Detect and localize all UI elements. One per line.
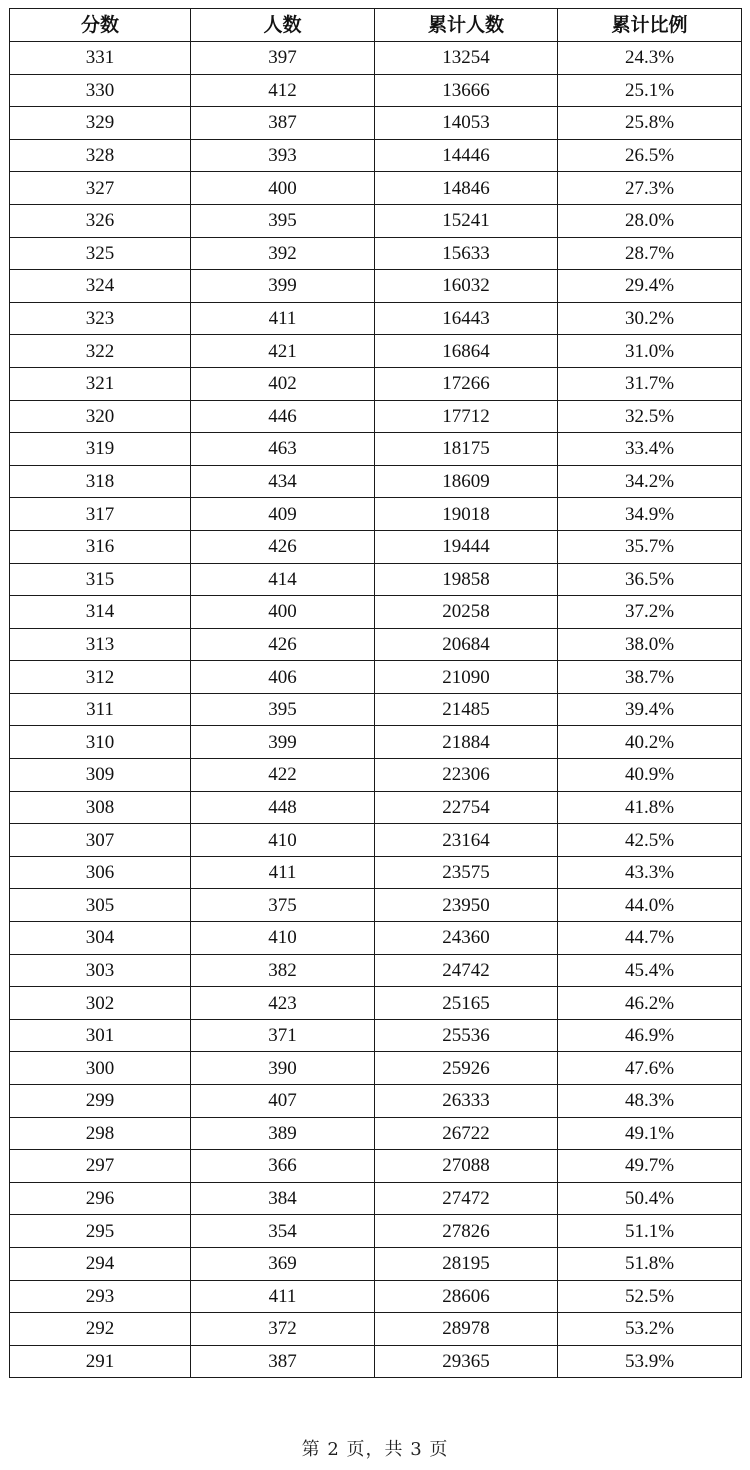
cell-cumulative-count: 28606	[375, 1280, 558, 1313]
cell-score: 291	[10, 1345, 191, 1378]
table-row	[10, 1019, 742, 1052]
cell-score: 294	[10, 1247, 191, 1280]
cell-cumulative-count: 27472	[375, 1182, 558, 1215]
header-score: 分数	[10, 9, 191, 42]
cell-score: 305	[10, 889, 191, 922]
cell-cumulative-ratio: 35.7%	[558, 530, 742, 563]
cell-score: 310	[10, 726, 191, 759]
table-row	[10, 42, 742, 75]
cell-cumulative-ratio: 45.4%	[558, 954, 742, 987]
cell-count: 384	[191, 1182, 375, 1215]
cell-score: 323	[10, 302, 191, 335]
table-row	[10, 270, 742, 303]
table-row	[10, 302, 742, 335]
cell-cumulative-count: 27826	[375, 1215, 558, 1248]
cell-score: 326	[10, 204, 191, 237]
cell-count: 411	[191, 302, 375, 335]
cell-count: 400	[191, 172, 375, 205]
cell-cumulative-count: 14446	[375, 139, 558, 172]
table-row	[10, 824, 742, 857]
cell-cumulative-ratio: 49.1%	[558, 1117, 742, 1150]
cell-cumulative-count: 28195	[375, 1247, 558, 1280]
cell-cumulative-count: 23575	[375, 856, 558, 889]
cell-cumulative-count: 29365	[375, 1345, 558, 1378]
table-row	[10, 563, 742, 596]
cell-cumulative-count: 17266	[375, 367, 558, 400]
table-row	[10, 335, 742, 368]
cell-cumulative-ratio: 29.4%	[558, 270, 742, 303]
table-row	[10, 1247, 742, 1280]
cell-score: 308	[10, 791, 191, 824]
cell-count: 410	[191, 824, 375, 857]
cell-cumulative-ratio: 46.2%	[558, 987, 742, 1020]
cell-count: 423	[191, 987, 375, 1020]
cell-score: 292	[10, 1313, 191, 1346]
cell-count: 369	[191, 1247, 375, 1280]
cell-count: 371	[191, 1019, 375, 1052]
cell-count: 399	[191, 726, 375, 759]
cell-cumulative-ratio: 32.5%	[558, 400, 742, 433]
cell-cumulative-ratio: 28.7%	[558, 237, 742, 270]
table-row	[10, 1313, 742, 1346]
cell-cumulative-count: 24742	[375, 954, 558, 987]
cell-count: 390	[191, 1052, 375, 1085]
cell-cumulative-ratio: 50.4%	[558, 1182, 742, 1215]
cell-cumulative-count: 28978	[375, 1313, 558, 1346]
cell-score: 311	[10, 693, 191, 726]
cell-cumulative-ratio: 33.4%	[558, 433, 742, 466]
header-row	[10, 9, 742, 42]
cell-score: 315	[10, 563, 191, 596]
cell-count: 393	[191, 139, 375, 172]
cell-score: 324	[10, 270, 191, 303]
table-row	[10, 661, 742, 694]
cell-score: 295	[10, 1215, 191, 1248]
cell-count: 375	[191, 889, 375, 922]
cell-cumulative-ratio: 37.2%	[558, 596, 742, 629]
header-cumulative-count: 累计人数	[375, 9, 558, 42]
cell-cumulative-ratio: 27.3%	[558, 172, 742, 205]
table-row	[10, 74, 742, 107]
cell-cumulative-ratio: 26.5%	[558, 139, 742, 172]
cell-score: 300	[10, 1052, 191, 1085]
cell-cumulative-ratio: 44.0%	[558, 889, 742, 922]
cell-score: 298	[10, 1117, 191, 1150]
cell-count: 411	[191, 1280, 375, 1313]
cell-score: 296	[10, 1182, 191, 1215]
cell-score: 293	[10, 1280, 191, 1313]
table-row	[10, 237, 742, 270]
cell-score: 304	[10, 922, 191, 955]
cell-cumulative-count: 25926	[375, 1052, 558, 1085]
cell-cumulative-ratio: 31.0%	[558, 335, 742, 368]
table-row	[10, 596, 742, 629]
cell-cumulative-count: 23950	[375, 889, 558, 922]
cell-score: 322	[10, 335, 191, 368]
cell-score: 321	[10, 367, 191, 400]
cell-count: 421	[191, 335, 375, 368]
cell-cumulative-ratio: 46.9%	[558, 1019, 742, 1052]
cell-count: 410	[191, 922, 375, 955]
cell-cumulative-count: 16443	[375, 302, 558, 335]
cell-count: 395	[191, 204, 375, 237]
cell-count: 392	[191, 237, 375, 270]
cell-count: 463	[191, 433, 375, 466]
cell-cumulative-ratio: 43.3%	[558, 856, 742, 889]
cell-count: 426	[191, 530, 375, 563]
table-row	[10, 628, 742, 661]
cell-score: 313	[10, 628, 191, 661]
cell-count: 412	[191, 74, 375, 107]
table-row	[10, 433, 742, 466]
cell-cumulative-count: 25536	[375, 1019, 558, 1052]
cell-cumulative-ratio: 51.8%	[558, 1247, 742, 1280]
cell-score: 320	[10, 400, 191, 433]
table-row	[10, 172, 742, 205]
cell-score: 297	[10, 1150, 191, 1183]
cell-count: 448	[191, 791, 375, 824]
cell-cumulative-count: 19858	[375, 563, 558, 596]
cell-count: 406	[191, 661, 375, 694]
cell-count: 407	[191, 1085, 375, 1118]
cell-score: 299	[10, 1085, 191, 1118]
cell-score: 302	[10, 987, 191, 1020]
cell-cumulative-count: 21485	[375, 693, 558, 726]
cell-cumulative-count: 25165	[375, 987, 558, 1020]
cell-cumulative-count: 19018	[375, 498, 558, 531]
cell-score: 331	[10, 42, 191, 75]
cell-cumulative-count: 26333	[375, 1085, 558, 1118]
cell-cumulative-ratio: 49.7%	[558, 1150, 742, 1183]
cell-score: 309	[10, 759, 191, 792]
cell-cumulative-count: 13666	[375, 74, 558, 107]
cell-score: 316	[10, 530, 191, 563]
cell-cumulative-count: 22754	[375, 791, 558, 824]
cell-score: 306	[10, 856, 191, 889]
cell-cumulative-count: 21884	[375, 726, 558, 759]
cell-cumulative-count: 16864	[375, 335, 558, 368]
cell-cumulative-ratio: 34.9%	[558, 498, 742, 531]
cell-cumulative-ratio: 47.6%	[558, 1052, 742, 1085]
cell-cumulative-count: 14846	[375, 172, 558, 205]
cell-cumulative-count: 27088	[375, 1150, 558, 1183]
cell-cumulative-count: 15633	[375, 237, 558, 270]
cell-score: 317	[10, 498, 191, 531]
cell-score: 312	[10, 661, 191, 694]
table-row	[10, 465, 742, 498]
cell-cumulative-ratio: 53.2%	[558, 1313, 742, 1346]
cell-cumulative-count: 18609	[375, 465, 558, 498]
cell-count: 402	[191, 367, 375, 400]
cell-score: 329	[10, 107, 191, 140]
table-row	[10, 367, 742, 400]
header-count: 人数	[191, 9, 375, 42]
table-row	[10, 530, 742, 563]
cell-cumulative-count: 18175	[375, 433, 558, 466]
table-row	[10, 498, 742, 531]
cell-count: 366	[191, 1150, 375, 1183]
cell-score: 301	[10, 1019, 191, 1052]
cell-score: 330	[10, 74, 191, 107]
table-row	[10, 759, 742, 792]
table-row	[10, 1052, 742, 1085]
table-row	[10, 1215, 742, 1248]
cell-cumulative-count: 23164	[375, 824, 558, 857]
cell-score: 314	[10, 596, 191, 629]
table-row	[10, 693, 742, 726]
cell-cumulative-ratio: 42.5%	[558, 824, 742, 857]
cell-count: 354	[191, 1215, 375, 1248]
table-row	[10, 1085, 742, 1118]
table-row	[10, 856, 742, 889]
cell-count: 387	[191, 107, 375, 140]
cell-cumulative-ratio: 25.8%	[558, 107, 742, 140]
cell-count: 400	[191, 596, 375, 629]
cell-cumulative-ratio: 39.4%	[558, 693, 742, 726]
cell-score: 303	[10, 954, 191, 987]
cell-cumulative-ratio: 40.2%	[558, 726, 742, 759]
cell-cumulative-ratio: 28.0%	[558, 204, 742, 237]
cell-count: 389	[191, 1117, 375, 1150]
table-row	[10, 1150, 742, 1183]
table-body	[10, 42, 742, 1378]
table-row	[10, 1280, 742, 1313]
cell-count: 387	[191, 1345, 375, 1378]
cell-cumulative-ratio: 51.1%	[558, 1215, 742, 1248]
table-row	[10, 791, 742, 824]
cell-cumulative-count: 26722	[375, 1117, 558, 1150]
cell-count: 382	[191, 954, 375, 987]
cell-cumulative-count: 19444	[375, 530, 558, 563]
cell-cumulative-count: 17712	[375, 400, 558, 433]
cell-cumulative-count: 20684	[375, 628, 558, 661]
cell-cumulative-count: 21090	[375, 661, 558, 694]
table-row	[10, 889, 742, 922]
cell-cumulative-ratio: 36.5%	[558, 563, 742, 596]
cell-cumulative-ratio: 38.7%	[558, 661, 742, 694]
cell-cumulative-count: 14053	[375, 107, 558, 140]
cell-count: 414	[191, 563, 375, 596]
cell-cumulative-count: 22306	[375, 759, 558, 792]
page-number-footer: 第 2 页，共 3 页	[301, 1439, 449, 1460]
table-row	[10, 987, 742, 1020]
cell-cumulative-count: 15241	[375, 204, 558, 237]
score-distribution-table	[9, 8, 742, 1378]
table-row	[10, 726, 742, 759]
cell-cumulative-count: 13254	[375, 42, 558, 75]
cell-cumulative-ratio: 48.3%	[558, 1085, 742, 1118]
cell-cumulative-ratio: 38.0%	[558, 628, 742, 661]
score-distribution-table-container	[9, 8, 741, 1378]
table-row	[10, 204, 742, 237]
cell-count: 372	[191, 1313, 375, 1346]
table-row	[10, 400, 742, 433]
cell-score: 328	[10, 139, 191, 172]
table-row	[10, 1182, 742, 1215]
table-row	[10, 1117, 742, 1150]
cell-cumulative-ratio: 30.2%	[558, 302, 742, 335]
cell-count: 446	[191, 400, 375, 433]
cell-count: 399	[191, 270, 375, 303]
cell-score: 307	[10, 824, 191, 857]
cell-cumulative-ratio: 34.2%	[558, 465, 742, 498]
cell-cumulative-ratio: 24.3%	[558, 42, 742, 75]
cell-count: 411	[191, 856, 375, 889]
cell-count: 426	[191, 628, 375, 661]
table-header	[10, 9, 742, 42]
cell-cumulative-ratio: 52.5%	[558, 1280, 742, 1313]
cell-score: 318	[10, 465, 191, 498]
table-row	[10, 1345, 742, 1378]
cell-cumulative-ratio: 44.7%	[558, 922, 742, 955]
table-row	[10, 922, 742, 955]
cell-cumulative-count: 20258	[375, 596, 558, 629]
cell-count: 395	[191, 693, 375, 726]
cell-count: 409	[191, 498, 375, 531]
cell-score: 319	[10, 433, 191, 466]
table-row	[10, 954, 742, 987]
cell-cumulative-count: 24360	[375, 922, 558, 955]
cell-count: 434	[191, 465, 375, 498]
cell-cumulative-ratio: 31.7%	[558, 367, 742, 400]
cell-cumulative-ratio: 40.9%	[558, 759, 742, 792]
cell-cumulative-ratio: 25.1%	[558, 74, 742, 107]
table-row	[10, 139, 742, 172]
table-row	[10, 107, 742, 140]
cell-cumulative-ratio: 41.8%	[558, 791, 742, 824]
cell-cumulative-count: 16032	[375, 270, 558, 303]
cell-cumulative-ratio: 53.9%	[558, 1345, 742, 1378]
cell-count: 422	[191, 759, 375, 792]
cell-score: 325	[10, 237, 191, 270]
header-cumulative-ratio: 累计比例	[558, 9, 742, 42]
cell-count: 397	[191, 42, 375, 75]
cell-score: 327	[10, 172, 191, 205]
